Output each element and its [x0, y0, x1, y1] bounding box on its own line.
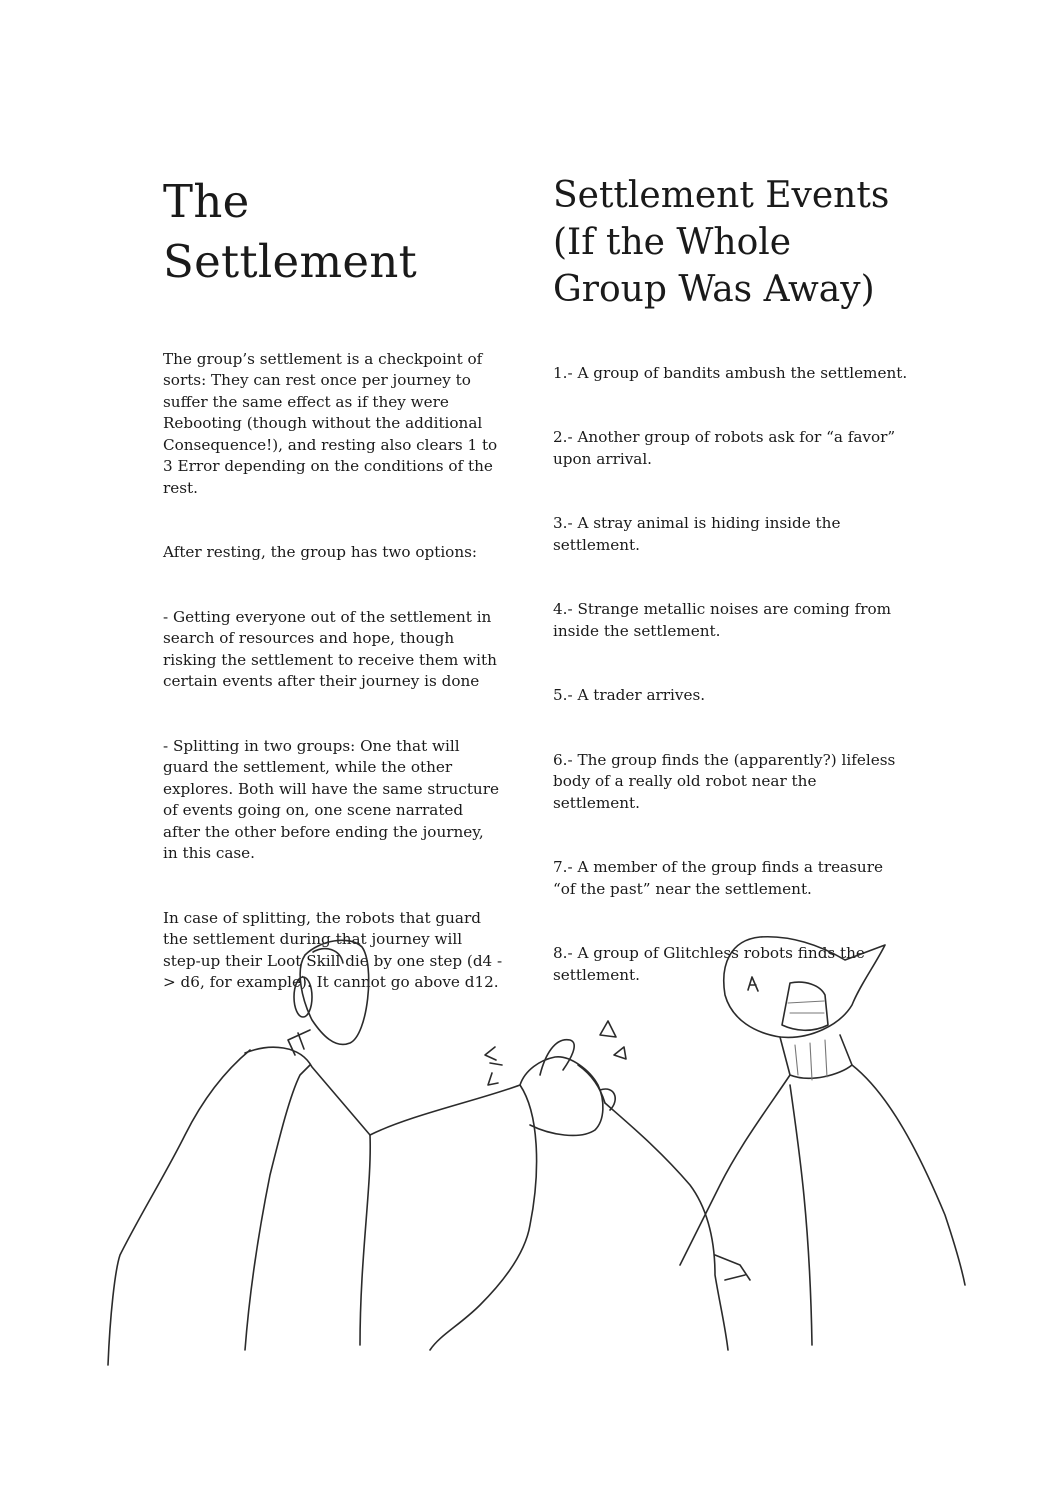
settlement-title: The Settlement	[163, 175, 418, 288]
left-robot-arm	[370, 1085, 537, 1350]
left-robot-head-seam	[313, 949, 343, 963]
right-robot-head	[724, 937, 885, 1038]
robots-fist-bump-illustration	[100, 925, 970, 1385]
event-item: 7.- A member of the group finds a treasure “of the past” near the settlement.	[553, 858, 883, 898]
paragraph-guard-bonus: In case of splitting, the robots that guard the settlement during that journey will step-up their Loot Skill die by one step (d4 -> d6, for example). It cannot go above d12.	[163, 908, 503, 991]
left-robot-collar	[245, 1047, 370, 1135]
settlement-events-section	[553, 172, 908, 1029]
paragraph-option-everyone-out: - Getting everyone out of the settlement in search of resources and hope, though risking the settlement to receive them with certain events after their journey is done	[163, 607, 497, 690]
left-robot-neck	[288, 1030, 310, 1055]
right-robot-neck	[780, 1035, 852, 1078]
robots-sketch-icon	[100, 925, 970, 1385]
settlement-section	[163, 172, 503, 1037]
right-robot-elbow	[715, 1255, 750, 1280]
settlement-events-title: Settlement Events (If the Whole Group Was Away)	[553, 175, 890, 310]
right-robot-torso-seam	[790, 1085, 812, 1345]
left-robot-head	[300, 940, 369, 1044]
paragraph-rest-rules: The group’s settlement is a checkpoint of sorts: They can rest once per journey to suffer the same effect as if they were Rebooting (though without the additional Consequence!), and resting also clears 1 to 3 Error depending on the conditions of the rest.	[163, 349, 498, 497]
right-robot-visor-lines	[788, 1001, 824, 1013]
left-robot-fist	[520, 1057, 603, 1136]
right-robot-fist	[578, 1065, 615, 1110]
right-robot-chest	[680, 1075, 790, 1265]
motion-marks-left	[485, 1047, 502, 1085]
right-robot-neck-rings	[795, 1040, 827, 1080]
right-robot-visor	[782, 982, 828, 1030]
left-robot-shoulder	[108, 1050, 250, 1365]
motion-marks-right	[600, 1021, 626, 1059]
paragraph-option-split: - Splitting in two groups: One that will guard the settlement, while the other explores. Both will have the same structure of events going on, one scene narrated after the other before ending the journey, in this case.	[163, 736, 499, 862]
event-item: 5.- A trader arrives.	[553, 686, 706, 704]
left-robot-torso-seam	[360, 1135, 370, 1345]
left-robot-back	[245, 1065, 310, 1350]
event-item: 1.- A group of bandits ambush the settlement.	[553, 363, 908, 382]
event-item: 6.- The group finds the (apparently?) lifeless body of a really old robot near the settlement.	[553, 750, 896, 812]
right-robot-back	[852, 1065, 965, 1285]
event-item: 2.- Another group of robots ask for “a favor” upon arrival.	[553, 428, 896, 468]
right-robot-eye	[748, 977, 758, 991]
event-item: 4.- Strange metallic noises are coming from inside the settlement.	[553, 600, 892, 640]
event-item: 8.- A group of Glitchless robots finds the settlement.	[553, 944, 865, 984]
right-robot-arm	[605, 1103, 728, 1350]
paragraph-options-intro: After resting, the group has two options:	[163, 543, 478, 561]
event-item: 3.- A stray animal is hiding inside the settlement.	[553, 514, 841, 554]
